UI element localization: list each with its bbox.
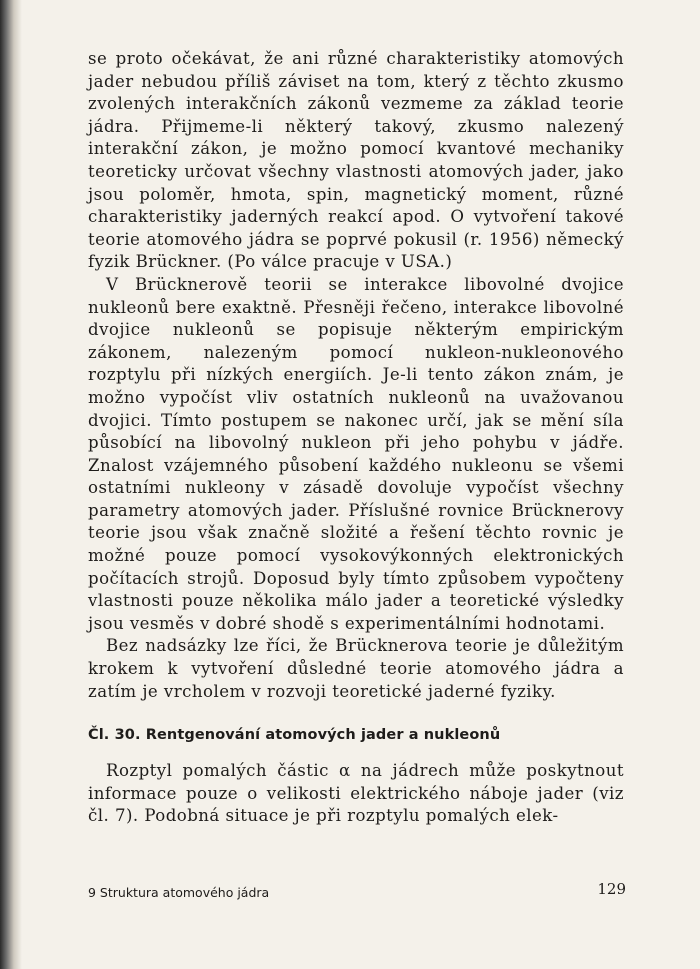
- paragraph-4: Rozptyl pomalých částic α na jádrech může poskytnout informace pouze o velikosti elektrického náboje jader (viz čl. 7). Podobná situace je při rozptylu pomalých elek-: [88, 761, 624, 826]
- page-footer: [88, 876, 626, 900]
- text-block-bottom: [88, 760, 624, 828]
- footer-signature: 9 Struktura atomového jádra: [88, 885, 270, 900]
- paragraph-3: Bez nadsázky lze říci, že Brücknerova teorie je důležitým krokem k vytvoření důsledné teorie atomového jádra a zatím je vrcholem v rozvoji teoretické jaderné fyziky.: [88, 636, 624, 701]
- book-spine-shadow: [0, 0, 22, 969]
- text-block-top: [88, 48, 624, 703]
- page-body: [88, 48, 624, 828]
- paragraph-1: se proto očekávat, že ani různé charakteristiky atomových jader nebudou příliš záviset na tom, který z těchto zkusmo zvolených interakčních zákonů vezmeme za základ teorie jádra. Přijmeme-li některý takový, zkusmo nalezený interakční zákon, je možno pomocí kvantové mechaniky teoreticky určovat všechny vlastnosti atomových jader, jako jsou poloměr, hmota, spin, magnetický moment, různé charakteristiky jaderných reakcí apod. O vytvoření takové teorie atomového jádra se poprvé pokusil (r. 1956) německý fyzik Brückner. (Po válce pracuje v USA.): [88, 49, 624, 272]
- paragraph-2: V Brücknerově teorii se interakce libovolné dvojice nukleonů bere exaktně. Přesněji řečeno, interakce libovolné dvojice nukleonů se popisuje některým empirickým zákonem, nalezeným pomocí nukleon-nukleonového rozptylu při nízkých energiích. Je-li tento zákon znám, je možno vypočíst vliv ostatních nukleonů na uvažovanou dvojici. Tímto postupem se nakonec určí, jak se mění síla působící na libovolný nukleon při jeho pohybu v jádře. Znalost vzájemného působení každého nukleonu se všemi ostatními nukleony v zásadě dovoluje vypočíst všechny parametry atomových jader. Příslušné rovnice Brücknerovy teorie jsou však značně složité a řešení těchto rovnic je možné pouze pomocí vysokovýkonných elektronických počítacích strojů. Doposud byly tímto způsobem vypočteny vlastnosti pouze několika málo jader a teoretické výsledky jsou vesměs v dobré shodě s experimentálními hodnotami.: [88, 274, 624, 633]
- page-number: 129: [597, 880, 626, 898]
- section-heading: Čl. 30. Rentgenování atomových jader a nukleonů: [88, 727, 501, 744]
